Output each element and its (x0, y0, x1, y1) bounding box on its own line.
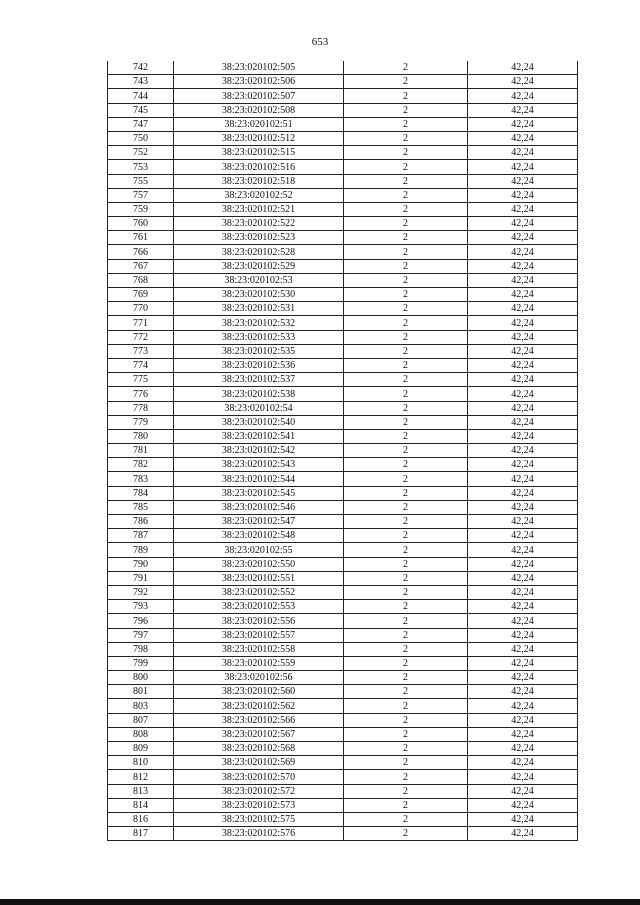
row-number-cell: 783 (108, 472, 174, 486)
count-cell: 2 (344, 231, 468, 245)
value-cell: 42,24 (468, 713, 578, 727)
count-cell: 2 (344, 146, 468, 160)
count-cell: 2 (344, 358, 468, 372)
row-number-cell: 780 (108, 429, 174, 443)
count-cell: 2 (344, 401, 468, 415)
row-number-cell: 779 (108, 415, 174, 429)
count-cell: 2 (344, 131, 468, 145)
table-row (108, 373, 578, 387)
cadastral-number-cell: 38:23:020102:552 (174, 585, 344, 599)
count-cell: 2 (344, 614, 468, 628)
cadastral-number-cell: 38:23:020102:576 (174, 827, 344, 841)
value-cell: 42,24 (468, 117, 578, 131)
row-number-cell: 800 (108, 671, 174, 685)
table-row (108, 344, 578, 358)
table-row (108, 727, 578, 741)
table-row (108, 656, 578, 670)
value-cell: 42,24 (468, 656, 578, 670)
value-cell: 42,24 (468, 75, 578, 89)
value-cell: 42,24 (468, 429, 578, 443)
row-number-cell: 750 (108, 131, 174, 145)
row-number-cell: 743 (108, 75, 174, 89)
value-cell: 42,24 (468, 358, 578, 372)
count-cell: 2 (344, 202, 468, 216)
cadastral-number-cell: 38:23:020102:551 (174, 571, 344, 585)
table-row (108, 259, 578, 273)
value-cell: 42,24 (468, 742, 578, 756)
table-row (108, 429, 578, 443)
row-number-cell: 744 (108, 89, 174, 103)
value-cell: 42,24 (468, 812, 578, 826)
cadastral-number-cell: 38:23:020102:541 (174, 429, 344, 443)
value-cell: 42,24 (468, 245, 578, 259)
cadastral-number-cell: 38:23:020102:515 (174, 146, 344, 160)
table-row (108, 415, 578, 429)
row-number-cell: 742 (108, 61, 174, 75)
value-cell: 42,24 (468, 188, 578, 202)
cadastral-number-cell: 38:23:020102:508 (174, 103, 344, 117)
row-number-cell: 778 (108, 401, 174, 415)
row-number-cell: 760 (108, 217, 174, 231)
count-cell: 2 (344, 344, 468, 358)
cadastral-number-cell: 38:23:020102:560 (174, 685, 344, 699)
cadastral-number-cell: 38:23:020102:51 (174, 117, 344, 131)
cadastral-number-cell: 38:23:020102:506 (174, 75, 344, 89)
row-number-cell: 787 (108, 529, 174, 543)
count-cell: 2 (344, 75, 468, 89)
cadastral-number-cell: 38:23:020102:566 (174, 713, 344, 727)
count-cell: 2 (344, 429, 468, 443)
table-row (108, 458, 578, 472)
count-cell: 2 (344, 330, 468, 344)
cadastral-number-cell: 38:23:020102:562 (174, 699, 344, 713)
table-row (108, 131, 578, 145)
value-cell: 42,24 (468, 628, 578, 642)
row-number-cell: 747 (108, 117, 174, 131)
row-number-cell: 769 (108, 288, 174, 302)
row-number-cell: 798 (108, 642, 174, 656)
row-number-cell: 773 (108, 344, 174, 358)
row-number-cell: 766 (108, 245, 174, 259)
count-cell: 2 (344, 217, 468, 231)
table-row (108, 585, 578, 599)
table-row (108, 543, 578, 557)
cadastral-number-cell: 38:23:020102:53 (174, 273, 344, 287)
count-cell: 2 (344, 628, 468, 642)
count-cell: 2 (344, 685, 468, 699)
row-number-cell: 785 (108, 500, 174, 514)
cadastral-number-cell: 38:23:020102:546 (174, 500, 344, 514)
cadastral-number-cell: 38:23:020102:52 (174, 188, 344, 202)
cadastral-number-cell: 38:23:020102:529 (174, 259, 344, 273)
cadastral-number-cell: 38:23:020102:573 (174, 798, 344, 812)
cadastral-number-cell: 38:23:020102:575 (174, 812, 344, 826)
count-cell: 2 (344, 188, 468, 202)
row-number-cell: 814 (108, 798, 174, 812)
value-cell: 42,24 (468, 685, 578, 699)
value-cell: 42,24 (468, 600, 578, 614)
row-number-cell: 761 (108, 231, 174, 245)
table-row (108, 756, 578, 770)
row-number-cell: 755 (108, 174, 174, 188)
cadastral-number-cell: 38:23:020102:559 (174, 656, 344, 670)
value-cell: 42,24 (468, 671, 578, 685)
cadastral-number-cell: 38:23:020102:567 (174, 727, 344, 741)
cadastral-number-cell: 38:23:020102:55 (174, 543, 344, 557)
cadastral-number-cell: 38:23:020102:533 (174, 330, 344, 344)
table-row (108, 742, 578, 756)
table-row (108, 146, 578, 160)
table-row (108, 529, 578, 543)
row-number-cell: 767 (108, 259, 174, 273)
cadastral-number-cell: 38:23:020102:543 (174, 458, 344, 472)
row-number-cell: 797 (108, 628, 174, 642)
table-row (108, 61, 578, 75)
row-number-cell: 801 (108, 685, 174, 699)
table-row (108, 784, 578, 798)
row-number-cell: 808 (108, 727, 174, 741)
row-number-cell: 790 (108, 557, 174, 571)
count-cell: 2 (344, 444, 468, 458)
value-cell: 42,24 (468, 401, 578, 415)
cadastral-number-cell: 38:23:020102:556 (174, 614, 344, 628)
row-number-cell: 781 (108, 444, 174, 458)
table-row (108, 557, 578, 571)
count-cell: 2 (344, 770, 468, 784)
table-row (108, 685, 578, 699)
row-number-cell: 796 (108, 614, 174, 628)
count-cell: 2 (344, 812, 468, 826)
cadastral-number-cell: 38:23:020102:568 (174, 742, 344, 756)
value-cell: 42,24 (468, 557, 578, 571)
value-cell: 42,24 (468, 273, 578, 287)
row-number-cell: 753 (108, 160, 174, 174)
value-cell: 42,24 (468, 699, 578, 713)
row-number-cell: 752 (108, 146, 174, 160)
cadastral-number-cell: 38:23:020102:523 (174, 231, 344, 245)
row-number-cell: 774 (108, 358, 174, 372)
table-row (108, 358, 578, 372)
table-row (108, 571, 578, 585)
table-row (108, 812, 578, 826)
row-number-cell: 759 (108, 202, 174, 216)
cadastral-number-cell: 38:23:020102:548 (174, 529, 344, 543)
value-cell: 42,24 (468, 472, 578, 486)
row-number-cell: 813 (108, 784, 174, 798)
cadastral-number-cell: 38:23:020102:505 (174, 61, 344, 75)
value-cell: 42,24 (468, 373, 578, 387)
value-cell: 42,24 (468, 288, 578, 302)
table-row (108, 316, 578, 330)
table-row (108, 160, 578, 174)
cadastral-number-cell: 38:23:020102:547 (174, 515, 344, 529)
cadastral-number-cell: 38:23:020102:537 (174, 373, 344, 387)
count-cell: 2 (344, 288, 468, 302)
count-cell: 2 (344, 486, 468, 500)
count-cell: 2 (344, 103, 468, 117)
row-number-cell: 745 (108, 103, 174, 117)
table-row (108, 699, 578, 713)
cadastral-number-cell: 38:23:020102:56 (174, 671, 344, 685)
table-row (108, 642, 578, 656)
count-cell: 2 (344, 727, 468, 741)
cadastral-number-cell: 38:23:020102:516 (174, 160, 344, 174)
count-cell: 2 (344, 827, 468, 841)
count-cell: 2 (344, 699, 468, 713)
table-row (108, 273, 578, 287)
count-cell: 2 (344, 713, 468, 727)
cadastral-number-cell: 38:23:020102:558 (174, 642, 344, 656)
row-number-cell: 812 (108, 770, 174, 784)
value-cell: 42,24 (468, 500, 578, 514)
row-number-cell: 776 (108, 387, 174, 401)
count-cell: 2 (344, 529, 468, 543)
row-number-cell: 816 (108, 812, 174, 826)
count-cell: 2 (344, 600, 468, 614)
table-row (108, 174, 578, 188)
table-row (108, 117, 578, 131)
count-cell: 2 (344, 160, 468, 174)
value-cell: 42,24 (468, 784, 578, 798)
value-cell: 42,24 (468, 231, 578, 245)
count-cell: 2 (344, 89, 468, 103)
value-cell: 42,24 (468, 614, 578, 628)
count-cell: 2 (344, 784, 468, 798)
table-row (108, 827, 578, 841)
cadastral-number-cell: 38:23:020102:507 (174, 89, 344, 103)
cadastral-number-cell: 38:23:020102:542 (174, 444, 344, 458)
count-cell: 2 (344, 316, 468, 330)
cadastral-number-cell: 38:23:020102:540 (174, 415, 344, 429)
data-table (107, 61, 578, 841)
value-cell: 42,24 (468, 444, 578, 458)
table-row (108, 401, 578, 415)
cadastral-number-cell: 38:23:020102:535 (174, 344, 344, 358)
count-cell: 2 (344, 543, 468, 557)
value-cell: 42,24 (468, 160, 578, 174)
value-cell: 42,24 (468, 727, 578, 741)
table-row (108, 600, 578, 614)
count-cell: 2 (344, 458, 468, 472)
table-row (108, 798, 578, 812)
value-cell: 42,24 (468, 585, 578, 599)
row-number-cell: 772 (108, 330, 174, 344)
cadastral-number-cell: 38:23:020102:545 (174, 486, 344, 500)
value-cell: 42,24 (468, 458, 578, 472)
count-cell: 2 (344, 585, 468, 599)
value-cell: 42,24 (468, 103, 578, 117)
row-number-cell: 792 (108, 585, 174, 599)
value-cell: 42,24 (468, 302, 578, 316)
cadastral-number-cell: 38:23:020102:54 (174, 401, 344, 415)
row-number-cell: 789 (108, 543, 174, 557)
row-number-cell: 809 (108, 742, 174, 756)
cadastral-number-cell: 38:23:020102:521 (174, 202, 344, 216)
cadastral-number-cell: 38:23:020102:572 (174, 784, 344, 798)
value-cell: 42,24 (468, 827, 578, 841)
table-row (108, 217, 578, 231)
row-number-cell: 784 (108, 486, 174, 500)
table-row (108, 713, 578, 727)
count-cell: 2 (344, 798, 468, 812)
table-row (108, 472, 578, 486)
count-cell: 2 (344, 756, 468, 770)
count-cell: 2 (344, 387, 468, 401)
row-number-cell: 771 (108, 316, 174, 330)
cadastral-number-cell: 38:23:020102:557 (174, 628, 344, 642)
table-row (108, 288, 578, 302)
value-cell: 42,24 (468, 259, 578, 273)
count-cell: 2 (344, 373, 468, 387)
value-cell: 42,24 (468, 202, 578, 216)
value-cell: 42,24 (468, 387, 578, 401)
table-row (108, 245, 578, 259)
cadastral-number-cell: 38:23:020102:570 (174, 770, 344, 784)
row-number-cell: 786 (108, 515, 174, 529)
count-cell: 2 (344, 259, 468, 273)
table-row (108, 302, 578, 316)
row-number-cell: 810 (108, 756, 174, 770)
count-cell: 2 (344, 117, 468, 131)
value-cell: 42,24 (468, 529, 578, 543)
count-cell: 2 (344, 500, 468, 514)
table-row (108, 515, 578, 529)
row-number-cell: 791 (108, 571, 174, 585)
scan-edge (0, 899, 640, 905)
row-number-cell: 768 (108, 273, 174, 287)
count-cell: 2 (344, 472, 468, 486)
table-row (108, 486, 578, 500)
cadastral-number-cell: 38:23:020102:530 (174, 288, 344, 302)
table-row (108, 614, 578, 628)
table-row (108, 628, 578, 642)
value-cell: 42,24 (468, 316, 578, 330)
value-cell: 42,24 (468, 571, 578, 585)
table-row (108, 671, 578, 685)
table-row (108, 188, 578, 202)
cadastral-number-cell: 38:23:020102:531 (174, 302, 344, 316)
count-cell: 2 (344, 742, 468, 756)
value-cell: 42,24 (468, 217, 578, 231)
value-cell: 42,24 (468, 174, 578, 188)
value-cell: 42,24 (468, 344, 578, 358)
count-cell: 2 (344, 245, 468, 259)
row-number-cell: 807 (108, 713, 174, 727)
count-cell: 2 (344, 302, 468, 316)
count-cell: 2 (344, 415, 468, 429)
cadastral-number-cell: 38:23:020102:528 (174, 245, 344, 259)
count-cell: 2 (344, 656, 468, 670)
table-row (108, 444, 578, 458)
value-cell: 42,24 (468, 543, 578, 557)
value-cell: 42,24 (468, 330, 578, 344)
cadastral-number-cell: 38:23:020102:553 (174, 600, 344, 614)
cadastral-number-cell: 38:23:020102:512 (174, 131, 344, 145)
table-body (108, 61, 578, 841)
cadastral-number-cell: 38:23:020102:518 (174, 174, 344, 188)
count-cell: 2 (344, 571, 468, 585)
table-row (108, 231, 578, 245)
value-cell: 42,24 (468, 146, 578, 160)
table-row (108, 202, 578, 216)
row-number-cell: 770 (108, 302, 174, 316)
value-cell: 42,24 (468, 515, 578, 529)
table-row (108, 330, 578, 344)
table-row (108, 387, 578, 401)
table-row (108, 770, 578, 784)
row-number-cell: 775 (108, 373, 174, 387)
cadastral-number-cell: 38:23:020102:550 (174, 557, 344, 571)
value-cell: 42,24 (468, 770, 578, 784)
count-cell: 2 (344, 557, 468, 571)
value-cell: 42,24 (468, 61, 578, 75)
table-row (108, 103, 578, 117)
count-cell: 2 (344, 515, 468, 529)
count-cell: 2 (344, 273, 468, 287)
cadastral-number-cell: 38:23:020102:536 (174, 358, 344, 372)
value-cell: 42,24 (468, 415, 578, 429)
table-row (108, 75, 578, 89)
value-cell: 42,24 (468, 798, 578, 812)
count-cell: 2 (344, 61, 468, 75)
count-cell: 2 (344, 174, 468, 188)
value-cell: 42,24 (468, 642, 578, 656)
row-number-cell: 793 (108, 600, 174, 614)
row-number-cell: 803 (108, 699, 174, 713)
page-number: 653 (311, 36, 329, 48)
value-cell: 42,24 (468, 756, 578, 770)
cadastral-number-cell: 38:23:020102:532 (174, 316, 344, 330)
cadastral-number-cell: 38:23:020102:569 (174, 756, 344, 770)
count-cell: 2 (344, 642, 468, 656)
row-number-cell: 799 (108, 656, 174, 670)
row-number-cell: 817 (108, 827, 174, 841)
row-number-cell: 757 (108, 188, 174, 202)
value-cell: 42,24 (468, 89, 578, 103)
value-cell: 42,24 (468, 486, 578, 500)
value-cell: 42,24 (468, 131, 578, 145)
cadastral-number-cell: 38:23:020102:522 (174, 217, 344, 231)
row-number-cell: 782 (108, 458, 174, 472)
table-row (108, 89, 578, 103)
table-row (108, 500, 578, 514)
count-cell: 2 (344, 671, 468, 685)
cadastral-number-cell: 38:23:020102:538 (174, 387, 344, 401)
cadastral-number-cell: 38:23:020102:544 (174, 472, 344, 486)
